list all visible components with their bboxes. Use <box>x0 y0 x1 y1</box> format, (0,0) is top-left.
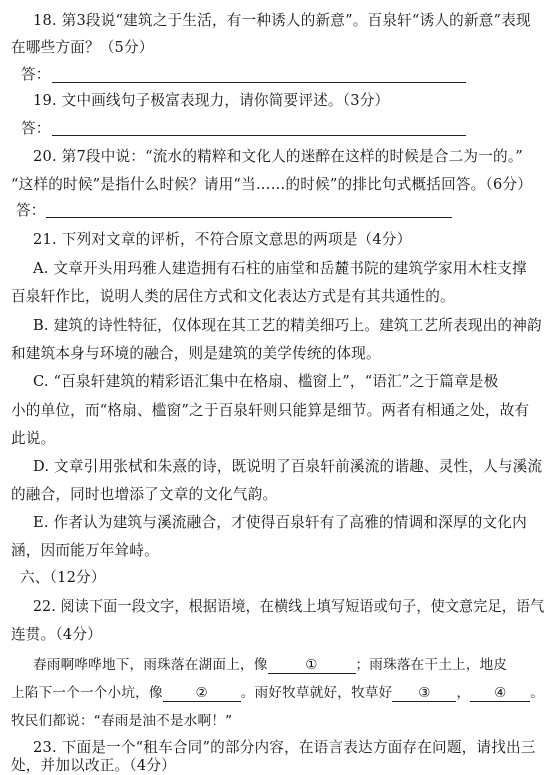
option-c-line-3: 此说。 <box>11 430 56 447</box>
question-19-line-1: 19. 文中画线句子极富表现力，请你简要评述。（3分） <box>33 92 390 109</box>
blank-2-marker: ② <box>195 685 208 701</box>
blank-4-marker: ④ <box>494 685 507 701</box>
question-23-line-2: 处，并加以改正。（4分） <box>11 757 176 774</box>
question-18-line-2: 在哪些方面？（5分） <box>11 39 154 56</box>
passage-line-1 <box>33 656 507 674</box>
option-b-line-1: B. 建筑的诗性特征，仅体现在其工艺的精美细巧上。建筑工艺所表现出的神韵 <box>33 317 542 334</box>
question-20-line-2: “这样的时候”是指什么时候？请用“当……的时候”的排比句式概括回答。（6分） <box>11 176 533 193</box>
blank-1-marker: ① <box>305 657 318 673</box>
answer-line-18[interactable] <box>52 82 466 83</box>
answer-line-19[interactable] <box>52 135 466 136</box>
question-22-line-2: 连贯。（4分） <box>11 626 102 643</box>
passage-text-2d: 。 <box>530 685 545 701</box>
passage-text-2c: ， <box>456 685 471 701</box>
option-e-line-2: 涵，因而能万年耸峙。 <box>11 542 159 559</box>
passage-line-3: 牧民们都说：“春雨是油不是水啊！” <box>11 713 233 729</box>
answer-label-20: 答： <box>16 202 46 219</box>
question-20-line-1: 20. 第7段中说：“流水的精粹和文化人的迷醉在这样的时候是合二为一的。” <box>33 148 523 165</box>
section-6-heading: 六、（12分） <box>20 569 106 586</box>
option-c-line-1: C. “百泉轩建筑的精彩语汇集中在格扇、槛窗上”，“语汇”之于篇章是极 <box>33 373 499 390</box>
question-21-line-1: 21. 下列对文章的评析，不符合原文意思的两项是（4分） <box>33 231 412 248</box>
option-a-line-2: 百泉轩作比，说明人类的居住方式和文化表达方式是有其共通性的。 <box>11 288 455 305</box>
option-b-line-2: 和建筑本身与环境的融合，则是建筑的美学传统的体现。 <box>11 345 381 362</box>
option-d-line-1: D. 文章引用张栻和朱熹的诗，既说明了百泉轩前溪流的谐趣、灵性，人与溪流 <box>33 458 543 475</box>
option-a-line-1: A. 文章开头用玛雅人建造拥有石柱的庙堂和岳麓书院的建筑学家用木柱支撑 <box>33 260 527 277</box>
blank-1[interactable] <box>268 657 356 674</box>
question-18-line-1: 18. 第3段说“建筑之于生活，有一种诱人的新意”。百泉轩“诱人的新意”表现 <box>33 12 531 29</box>
passage-text-2b: 。雨好牧草就好，牧草好 <box>240 685 393 701</box>
question-22-line-1: 22. 阅读下面一段文字，根据语境，在横线上填写短语或句子，使文意完足，语气 <box>33 598 545 615</box>
blank-4[interactable] <box>470 685 530 702</box>
blank-3-marker: ③ <box>418 685 431 701</box>
option-e-line-1: E. 作者认为建筑与溪流融合，才使得百泉轩有了高雅的情调和深厚的文化内 <box>33 514 527 531</box>
blank-2[interactable] <box>163 685 241 702</box>
passage-text-2a: 上陷下一个一个小坑，像 <box>11 685 163 701</box>
option-c-line-2: 小的单位，而“格扇、槛窗”之于百泉轩则只能算是细节。两者有相通之处，故有 <box>11 402 530 419</box>
passage-text-1b: ；雨珠落在干土上，地皮 <box>355 657 508 673</box>
answer-label-19: 答： <box>21 120 51 137</box>
answer-line-20[interactable] <box>46 217 452 218</box>
question-23-line-1: 23. 下面是一个“租车合同”的部分内容，在语言表达方面存在问题，请找出三 <box>33 739 536 756</box>
answer-label-18: 答： <box>21 66 51 83</box>
blank-3[interactable] <box>392 685 456 702</box>
passage-line-2 <box>11 684 544 702</box>
option-d-line-2: 的融合，同时也增添了文章的文化气韵。 <box>11 486 278 503</box>
passage-text-1a: 春雨啊哗哗地下，雨珠落在湖面上，像 <box>33 657 268 673</box>
